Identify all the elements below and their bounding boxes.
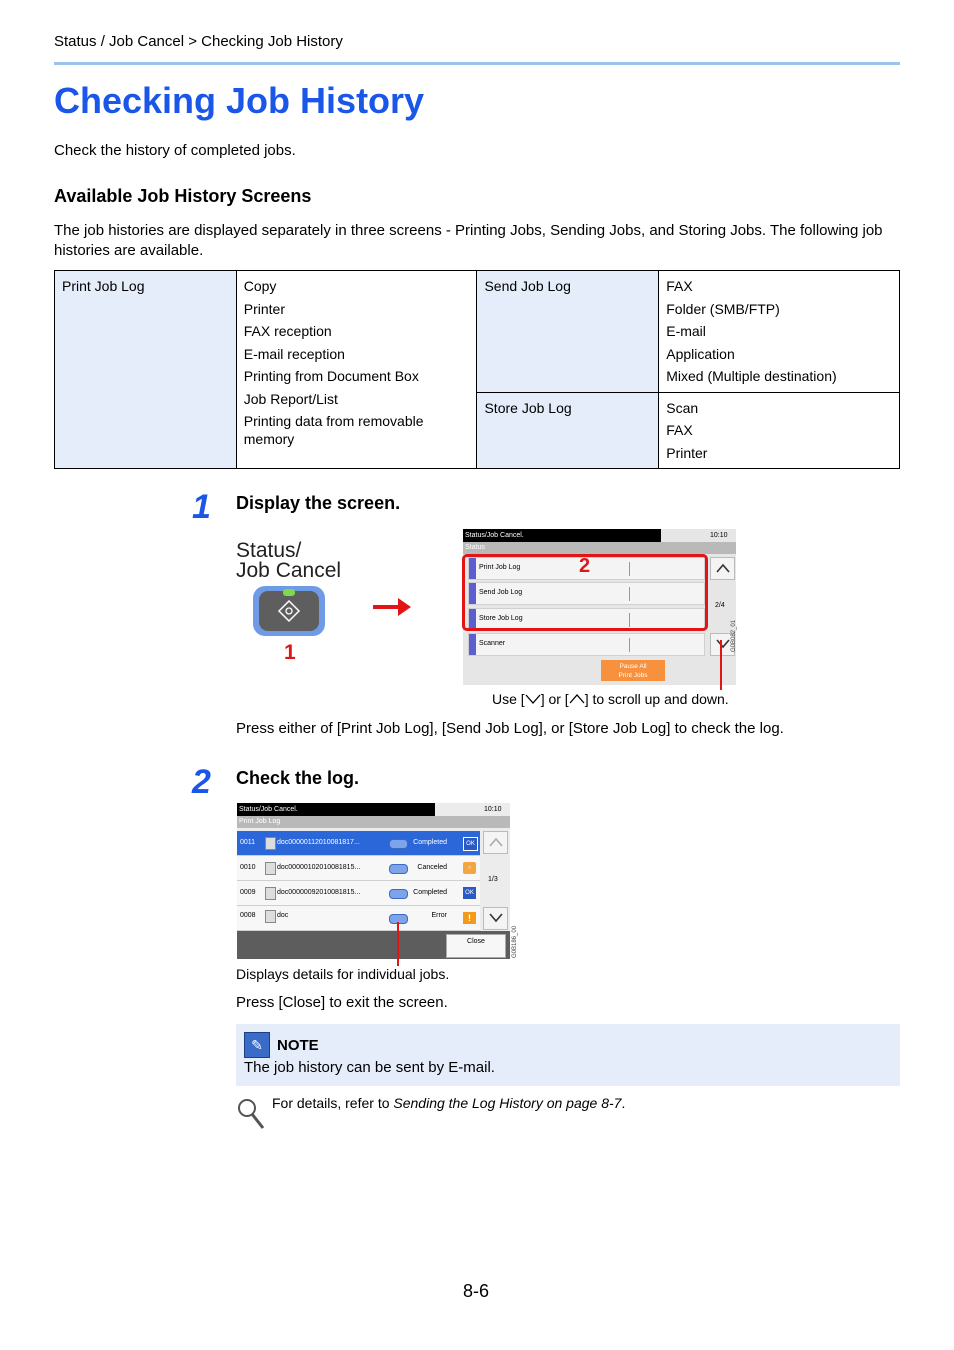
reference-link[interactable]: Sending the Log History on page 8-7	[393, 1095, 622, 1111]
image-code: G0B082_01	[731, 619, 737, 652]
list-item: Folder (SMB/FTP)	[666, 300, 780, 317]
scroll-caption: Use [ ] or [ ] to scroll up and down.	[492, 691, 729, 707]
list-item: Application	[666, 345, 735, 362]
chevron-down-icon	[489, 913, 503, 923]
table-row[interactable]: 0009 doc00000092010081815... Completed OK	[237, 881, 480, 906]
screen-subheader: Status	[463, 542, 736, 554]
print-job-log-items	[236, 271, 477, 469]
document-icon	[265, 910, 276, 923]
list-item: Printer	[666, 444, 708, 461]
status-key-label: Status/ Job Cancel	[236, 539, 342, 582]
ok-icon: OK	[463, 887, 476, 899]
step2-instruction: Press [Close] to exit the screen.	[236, 994, 448, 1011]
list-item: FAX	[666, 422, 693, 438]
list-item: Printing data from removable memory	[243, 413, 424, 447]
note-heading: NOTE	[277, 1037, 319, 1054]
chevron-down-icon	[525, 694, 541, 704]
list-item: Printing from Document Box	[243, 368, 419, 384]
chevron-up-icon	[569, 694, 585, 704]
table-row[interactable]: 0008 doc Error !	[237, 906, 480, 931]
screen-subheader: Print Job Log	[237, 816, 510, 828]
detail-button[interactable]	[389, 889, 408, 899]
list-item: Scan	[666, 399, 699, 416]
table-row[interactable]: 0011 doc00000112010081817... Completed OK	[237, 831, 480, 856]
print-job-log-screen	[237, 803, 510, 959]
chevron-up-icon	[489, 837, 503, 847]
note-icon: ✎	[244, 1032, 270, 1058]
ok-icon: OK	[463, 837, 478, 851]
document-icon	[265, 862, 276, 875]
arrow-right-icon	[373, 598, 411, 616]
intro-text: Check the history of completed jobs.	[54, 142, 296, 159]
magnifier-icon	[236, 1097, 266, 1131]
section-body: The job histories are displayed separately in three screens - Printing Jobs, Sending Jobs, and Storing Jobs. The following job histories are available.	[54, 222, 883, 259]
status-key-icon	[259, 591, 319, 631]
list-item: Copy	[243, 278, 277, 294]
page-indicator: 2/4	[715, 602, 725, 609]
list-item: FAX reception	[243, 323, 332, 339]
chevron-up-icon	[716, 563, 730, 573]
chevron-down-icon	[716, 639, 730, 649]
list-item: FAX	[666, 278, 693, 294]
screen-title-bar: Status/Job Cancel.	[463, 529, 661, 542]
callout-line	[720, 640, 722, 690]
close-button[interactable]: Close	[446, 934, 506, 958]
print-job-log-button[interactable]: Print Job Log	[468, 557, 705, 580]
details-caption: Displays details for individual jobs.	[236, 966, 450, 982]
warning-icon: !	[463, 912, 476, 924]
step-number: 1	[192, 488, 211, 526]
page-indicator: 1/3	[488, 876, 498, 883]
store-job-log-items	[659, 392, 900, 469]
detail-button[interactable]	[389, 839, 408, 849]
callout-number: 1	[284, 641, 296, 664]
document-icon	[265, 837, 276, 850]
detail-button[interactable]	[389, 864, 408, 874]
store-job-log-label: Store Job Log	[477, 392, 659, 469]
note-text: The job history can be sent by E-mail.	[244, 1059, 495, 1076]
reference-text: For details, refer to Sending the Log History on page 8-7.	[272, 1095, 626, 1111]
screen-time: 10:10	[484, 806, 502, 813]
step-number: 2	[192, 763, 211, 801]
step-title: Display the screen.	[236, 493, 401, 513]
breadcrumb: Status / Job Cancel > Checking Job History	[54, 33, 343, 50]
list-item: E-mail reception	[243, 345, 345, 362]
pause-all-print-jobs-button[interactable]: Pause All Print Jobs	[601, 660, 665, 681]
scroll-up-button[interactable]	[710, 557, 735, 580]
list-item: E-mail	[666, 323, 706, 339]
scanner-button[interactable]: Scanner	[468, 633, 705, 656]
header-rule	[54, 62, 900, 65]
note-box	[236, 1024, 900, 1086]
document-icon	[265, 887, 276, 900]
send-job-log-items	[659, 271, 900, 393]
screen-title-bar: Status/Job Cancel.	[237, 803, 435, 816]
list-item: Mixed (Multiple destination)	[666, 368, 837, 384]
step-title: Check the log.	[236, 768, 360, 788]
callout-line	[397, 922, 399, 966]
page-number: 8-6	[463, 1281, 490, 1301]
section-heading: Available Job History Screens	[54, 186, 312, 206]
list-item: Printer	[243, 300, 285, 317]
callout-number: 2	[579, 555, 591, 577]
print-job-log-label: Print Job Log	[55, 271, 237, 469]
canceled-icon: ○	[463, 862, 476, 874]
screen-time: 10:10	[710, 532, 728, 539]
job-history-table	[54, 270, 900, 469]
send-job-log-label: Send Job Log	[477, 271, 659, 393]
table-row[interactable]: 0010 doc00000102010081815... Canceled ○	[237, 856, 480, 881]
list-item: Job Report/List	[243, 390, 338, 407]
status-key-led	[283, 589, 295, 596]
image-code: G0B186_00	[512, 925, 518, 958]
send-job-log-button[interactable]: Send Job Log	[468, 582, 705, 605]
scroll-up-button[interactable]	[483, 831, 508, 854]
store-job-log-button[interactable]: Store Job Log	[468, 608, 705, 631]
scroll-down-button[interactable]	[483, 907, 508, 930]
step1-instruction: Press either of [Print Job Log], [Send Job Log], or [Store Job Log] to check the log.	[236, 720, 784, 737]
page-title: Checking Job History	[54, 80, 425, 121]
